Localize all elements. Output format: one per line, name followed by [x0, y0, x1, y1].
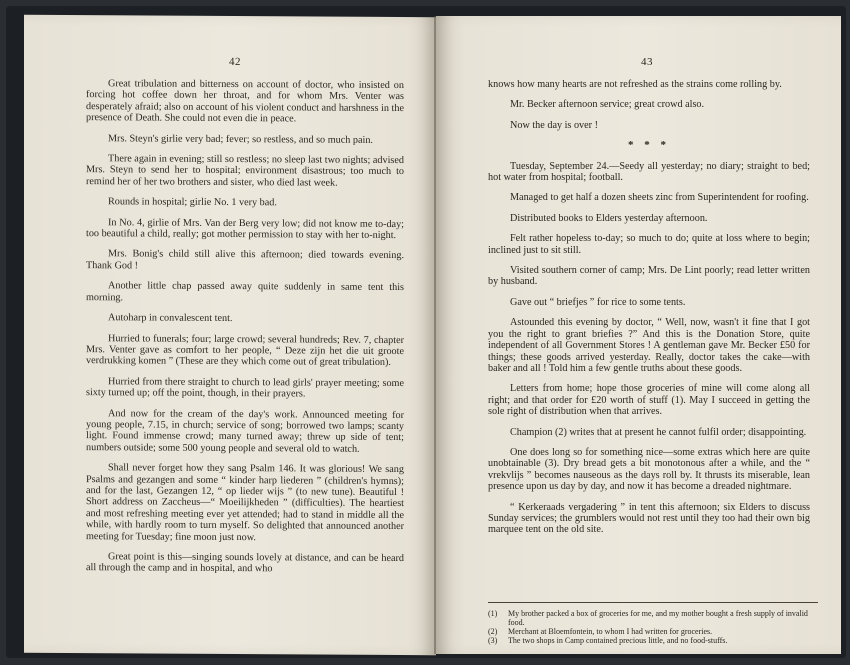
footnotes	[488, 609, 818, 645]
paragraph: Tuesday, September 24.—Seedy all yesterday; no diary; straight to bed; hot water from hospital; football.	[488, 160, 810, 184]
paragraph: Hurried to funerals; four; large crowd; several hundreds; Rev. 7, chapter Mrs. Venter gave as comfort to her people, “ Deze zijn het die uit groote verdrukking komen ” (These are they which come out of great tribulation).	[86, 332, 404, 369]
paragraph: One does long so for something nice—some extras which here are quite unobtainable (3). Dry bread gets a bit monotonous after a while, and the “ vrekvlijs ” becomes nauseous as the days roll by. It thrusts its miserable, lean presence upon us day by day, and now it has become a dreaded nightmare.	[488, 446, 810, 493]
book-spread	[6, 6, 846, 658]
paragraph: Gave out “ briefjes ” for rice to some tents.	[510, 296, 686, 308]
paragraph: Astounded this evening by doctor, “ Well, now, wasn't it fine that I got you the right to grant briefies ?” And this is the Donation Store, quite independent of all Government Stores ! A gentleman gave Mr. Becker £50 for things; these goods arrived yesterday. Really, doctor takes the cake—with baker and all ! Told him a few gentle truths about these goods.	[488, 317, 810, 374]
paragraph: Great tribulation and bitterness on account of doctor, who insisted on forcing hot coffee down her throat, and for whom Mrs. Venter was desperately afraid; also on account of his violent conduct and harshness in the presence of Death. She could not even die in peace.	[86, 78, 404, 125]
footnote-text: My brother packed a box of groceries for me, and my mother bought a fresh supply of invalid food.	[508, 609, 808, 627]
footnote-mark: (3)	[488, 636, 498, 645]
footnote-rule	[488, 602, 818, 603]
footnote	[488, 627, 818, 636]
paragraph: There again in evening; still so restless; no sleep last two nights; advised Mrs. Steyn to send her to hospital; environment disastrous; too much to remind her of her two brothers and sister, who died last week.	[86, 153, 404, 189]
page-number: 42	[229, 55, 241, 69]
paragraph: Distributed books to Elders yesterday afternoon.	[510, 212, 708, 224]
paragraph: Champion (2) writes that at present he cannot fulfil order; disappointing.	[510, 426, 807, 438]
paragraph: Managed to get half a dozen sheets zinc from Superintendent for roofing.	[510, 192, 809, 204]
paragraph: Another little chap passed away quite suddenly in same tent this morning.	[86, 280, 404, 304]
paragraph: Letters from home; hope those groceries of mine will come along all right; and that order for £20 worth of stuff (1). May I succeed in getting the sole right of distribution when that arrives.	[488, 383, 810, 418]
paragraph: Great point is this—singing sounds lovely at distance, and can be heard all through the camp and in hospital, and who	[86, 551, 404, 575]
paragraph: Now the day is over !	[510, 119, 598, 131]
paragraph: And now for the cream of the day's work. Announced meeting for young people, 7.15, in church; service of song; borrowed two lamps; scanty light. Found immense crowd; many turned away; threw up side of tent; numbers outside; some 500 young people and several old to watch.	[86, 407, 404, 455]
paragraph-continuation: knows how many hearts are not refreshed as the strains come rolling by.	[488, 79, 782, 90]
section-separator: * * *	[628, 139, 670, 152]
paragraph: Mrs. Steyn's girlie very bad; fever; so restless, and so much pain.	[108, 132, 373, 146]
paragraph: “ Kerkeraads vergadering ” in tent this afternoon; six Elders to discuss Sunday services; the grumblers would not rest until they too had their own big marquee tent on the old site.	[488, 501, 810, 536]
footnote	[488, 636, 818, 645]
left-page	[24, 15, 436, 656]
footnote-text: Merchant at Bloemfontein, to whom I had written for groceries.	[508, 627, 713, 636]
paragraph: Visited southern corner of camp; Mrs. De Lint poorly; read letter written by husband.	[488, 265, 810, 288]
paragraph: In No. 4, girlie of Mrs. Van der Berg very low; did not know me to-day; too beautiful a child, really; got mother permission to stay with her to-night.	[86, 216, 404, 242]
paragraph: Mr. Becker afternoon service; great crowd also.	[510, 99, 705, 111]
paragraph: Felt rather hopeless to-day; so much to do; quite at loss where to begin; inclined just to sit still.	[488, 233, 810, 256]
paragraph: Rounds in hospital; girlie No. 1 very bad.	[108, 196, 277, 209]
paragraph: Shall never forget how they sang Psalm 146. It was glorious! We sang Psalms and gezangen and some “ kinder harp liederen ” (children's hymns); and for the last, Gezangen 12, “ op lieder wijs ” (to new tune). Beautiful ! Short address on Zaccheus—“ Moeilijkheden ” (difficulties). The heartiest and most refreshing meeting ever yet attended; had to stand in middle all the while, with hardly room to turn myself. So delighted that announced another meeting for Tuesday; fine moon just now.	[86, 462, 404, 543]
page-number: 43	[641, 56, 653, 68]
footnote-mark: (1)	[488, 609, 498, 618]
right-page	[436, 16, 841, 654]
paragraph: Mrs. Bonig's child still alive this afternoon; died towards evening. Thank God !	[86, 248, 404, 272]
footnote-mark: (2)	[488, 627, 498, 636]
paragraph: Autoharp in convalescent tent.	[108, 312, 233, 325]
right-page-text	[488, 79, 810, 545]
left-page-text	[86, 78, 404, 585]
footnote	[488, 609, 818, 627]
paragraph: Hurried from there straight to church to lead girls' prayer meeting; some sixty turned up; off the point, though, in their prayers.	[86, 375, 404, 400]
footnote-text: The two shops in Camp contained precious little, and no food-stuffs.	[508, 636, 728, 645]
